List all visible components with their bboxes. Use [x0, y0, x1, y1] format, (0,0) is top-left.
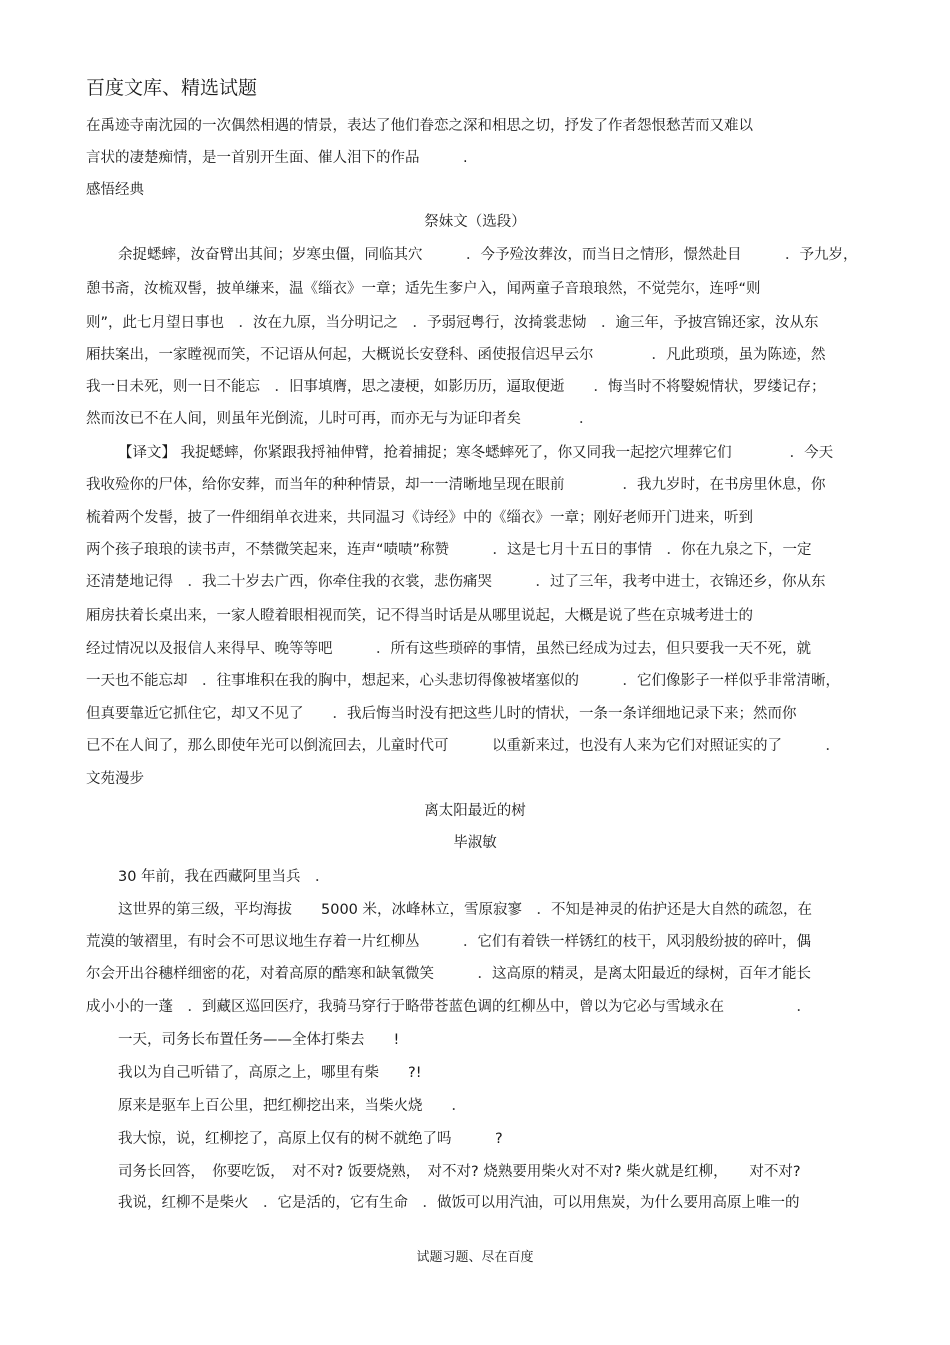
translation-line: 厢房扶着长桌出来，一家人瞪着眼相视而笑，记不得当时话是从哪里说起，大概是说了些在京城考进士的: [86, 608, 753, 624]
translation-line: 已不在人间了，那么即使年光可以倒流回去，儿童时代可 以重新来过，也没有人来为它们对照证实的了 ．: [86, 738, 840, 754]
section-heading: 文苑漫步: [86, 771, 144, 787]
article-text-line: 我说，红柳不是柴火 ．它是活的，它有生命 ．做饭可以用汽油，可以用焦炭，为什么要用高原上唯一的: [118, 1195, 800, 1211]
article-text-line: 我大惊，说，红柳挖了，高原上仅有的树不就绝了吗 ?: [118, 1131, 503, 1147]
article-text-line: 荒漠的皱褶里，有时会不可思议地生存着一片红柳丛 ．它们有着铁一样锈红的枝干，风羽般纷披的碎叶，偶: [86, 934, 811, 950]
original-text-line: 然而汝已不在人间，则虽年光倒流，儿时可再，而亦无与为证印者矣 ．: [86, 411, 594, 427]
translation-line: 梳着两个发髻，披了一件细绢单衣进来，共同温习《诗经》中的《缁衣》一章；刚好老师开门进来，听到: [86, 510, 753, 526]
article-text-line: 尔会开出谷穗样细密的花，对着高原的酷寒和缺氧微笑 ．这高原的精灵，是离太阳最近的绿树，百年才能长: [86, 966, 811, 982]
translation-line: 但真要靠近它抓住它，却又不见了 ．我后悔当时没有把这些儿时的情状，一条一条详细地记录下来；然而你: [86, 706, 797, 722]
translation-line: 还清楚地记得 ．我二十岁去广西，你牵住我的衣裳，悲伤痛哭 ．过了三年，我考中进士，衣锦还乡，你从东: [86, 574, 826, 590]
translation-line: 一天也不能忘却 ．往事堆积在我的胸中，想起来，心头悲切得像被堵塞似的 ．它们像影子一样似乎非常清晰，: [86, 673, 840, 689]
translation-line: 【译文】 我捉蟋蟀，你紧跟我捋袖伸臂，抢着捕捉；寒冬蟋蟀死了，你又同我一起挖穴埋葬它们 ．今天: [118, 445, 834, 461]
section-heading: 感悟经典: [86, 182, 144, 198]
article-title: 离太阳最近的树: [424, 803, 526, 819]
original-text-line: 厢扶案出，一家瞠视而笑，不记语从何起，大概说长安登科、函使报信迟早云尔 ．凡此琐琐，虽为陈迹，然: [86, 347, 826, 363]
intro-line: 言状的凄楚痴情，是一首别开生面、催人泪下的作品 .: [86, 150, 468, 166]
translation-line: 两个孩子琅琅的读书声，不禁微笑起来，连声“啧啧”称赞 ．这是七月十五日的事情 ．你在九泉之下，一定: [86, 542, 812, 558]
article-text-line: 30 年前，我在西藏阿里当兵 ．: [118, 869, 330, 885]
translation-line: 经过情况以及报信人来得早、晚等等吧 ．所有这些琐碎的事情，虽然已经成为过去，但只要我一天不死，就: [86, 641, 811, 657]
page-title: 百度文库、精选试题: [86, 77, 258, 99]
translation-line: 我收殓你的尸体，给你安葬，而当年的种种情景，却一一清晰地呈现在眼前 ．我九岁时，在书房里休息，你: [86, 477, 826, 493]
original-text-line: 憩书斋，汝梳双髻，披单缣来，温《缁衣》一章；适先生奓户入，闻两童子音琅琅然，不觉莞尔，连呼“则: [86, 281, 761, 297]
article-text-line: 一天，司务长布置任务——全体打柴去 !: [118, 1032, 400, 1048]
article-text-line: 这世界的第三级，平均海拔 5000 米，冰峰林立，雪原寂寥 ．不知是神灵的佑护还是大自然的疏忽，在: [118, 902, 813, 918]
article-text-line: 成小小的一蓬 ．到藏区巡回医疗，我骑马穿行于略带苍蓝色调的红柳丛中，曾以为它必与雪域永在 ．: [86, 999, 811, 1015]
article-title: 祭妹文（选段）: [424, 214, 526, 230]
article-text-line: 原来是驱车上百公里，把红柳挖出来，当柴火烧 ．: [118, 1098, 466, 1114]
original-text-line: 我一日未死，则一日不能忘 ．旧事填膺，思之凄梗，如影历历，逼取便逝 ．悔当时不将嫛婗情状，罗缕记存；: [86, 379, 826, 395]
article-text-line: 我以为自己听错了，高原之上，哪里有柴 ?!: [118, 1065, 422, 1081]
page-footer: 试题习题、尽在百度: [416, 1250, 534, 1265]
article-author: 毕淑敏: [453, 835, 497, 851]
intro-line: 在禹迹寺南沈园的一次偶然相遇的情景，表达了他们眷恋之深和相思之切，抒发了作者怨恨愁苦而又难以: [86, 118, 753, 134]
article-text-line: 司务长回答， 你要吃饭， 对不对? 饭要烧熟， 对不对? 烧熟要用柴火对不对? 柴火就是红柳， 对不对?: [118, 1164, 801, 1180]
original-text-line: 则”，此七月望日事也 ．汝在九原，当分明记之 ．予弱冠粤行，汝掎裳悲恸 ．逾三年，予披宫锦还家，汝从东: [86, 315, 819, 331]
original-text-line: 余捉蟋蟀，汝奋臂出其间；岁寒虫僵，同临其穴 ．今予殓汝葬汝，而当日之情形，憬然赴目 ．予九岁，: [118, 247, 858, 263]
